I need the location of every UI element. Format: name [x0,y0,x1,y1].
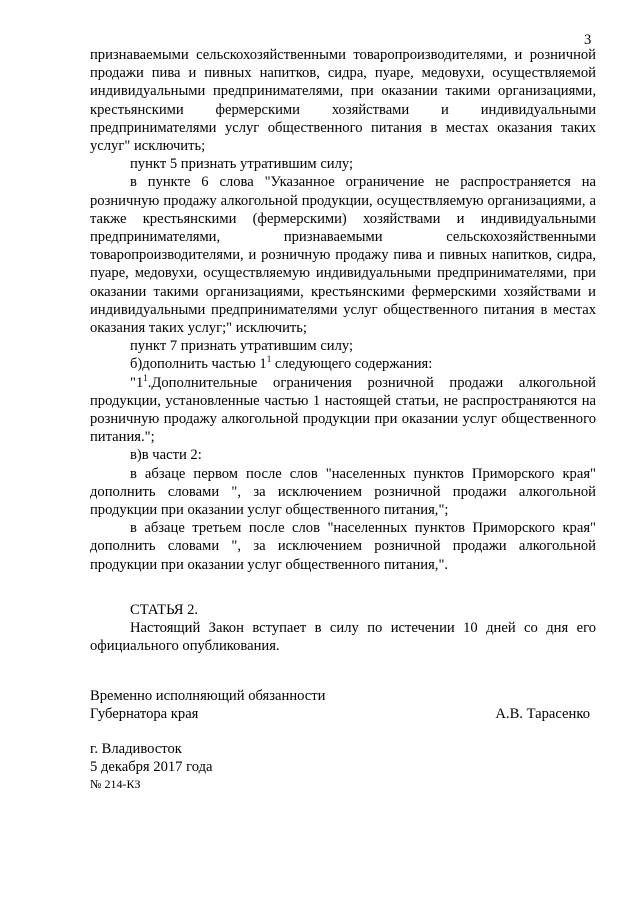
paragraph-subitem-v: в)в части 2: [130,447,202,464]
signatory-title-line-2: Губернатора края [90,706,199,722]
law-number: № 214-КЗ [90,777,141,791]
paragraph-continuation: признаваемыми сельскохозяйственными товаропроизводителями, и розничной продажи пива и пивных напитков, сидра, пуаре, медовухи, осуществляемой индивидуальными предпринимателями, при оказании такими организациями, крестьянскими фермерскими хозяйствами и индивидуальными предпринимателями услуг общественного питания в местах оказания таких услуг" исключить; [90,47,596,155]
paragraph-item-6: в пункте 6 слова "Указанное ограничение не распространяется на розничную продажу алкогольной продукции, осуществляемую организациями, а также крестьянскими (фермерскими) хозяйствами и индивидуальными предпринимателями, признаваемыми сельскохозяйственными товаропроизводителями, и розничную продажу пива и пивных напитков, сидра, пуаре, медовухи, осуществляемую индивидуальными предпринимателями, при оказании такими организациями, крестьянскими фермерскими хозяйствами и индивидуальными предпринимателями услуг общественного питания в местах оказания таких услуг;" исключить; [90,174,596,337]
subitem-b-text-end: следующего содержания: [271,356,433,373]
article-2-heading: СТАТЬЯ 2. [130,601,199,618]
paragraph-first-abzac: в абзаце первом после слов "населенных пунктов Приморского края" дополнить словами ", за исключением розничной продажи алкогольной продукции при оказании услуг общественного питания,"; [90,465,596,519]
page-number: 3 [584,32,592,48]
paragraph-part-1-1 [90,374,596,447]
superscript: 1 [143,372,148,383]
signatory-row [90,705,590,723]
paragraph-subitem-b [90,355,596,373]
article-2-text: Настоящий Закон вступает в силу по истечении 10 дней со дня его официального опубликования. [90,620,596,655]
law-body-text [90,46,596,656]
paragraph-third-abzac: в абзаце третьем после слов "населенных пунктов Приморского края" дополнить словами ", за исключением розничной продажи алкогольной продукции при оказании услуг общественного питания,". [90,520,596,573]
signatory-name: А.В. Тарасенко [495,706,590,722]
part-text: .Дополнительные ограничения розничной продажи алкогольной продукции, установленные частью 1 настоящей статьи, не распространяются на розничную продажу алкогольной продукции при оказании услуг общественного питания."; [90,374,596,446]
date: 5 декабря 2017 года [90,759,213,775]
superscript: 1 [266,354,272,365]
subitem-b-text: б)дополнить частью 1 [130,356,267,373]
paragraph-item-7: пункт 7 признать утратившим силу; [130,338,354,355]
city: г. Владивосток [90,741,182,757]
paragraph-item-5: пункт 5 признать утратившим силу; [130,156,354,173]
signatory-title-line-1: Временно исполняющий обязанности [90,688,326,704]
part-number: "1 [130,374,144,391]
place-date-block [90,740,390,792]
signature-block [90,687,590,723]
